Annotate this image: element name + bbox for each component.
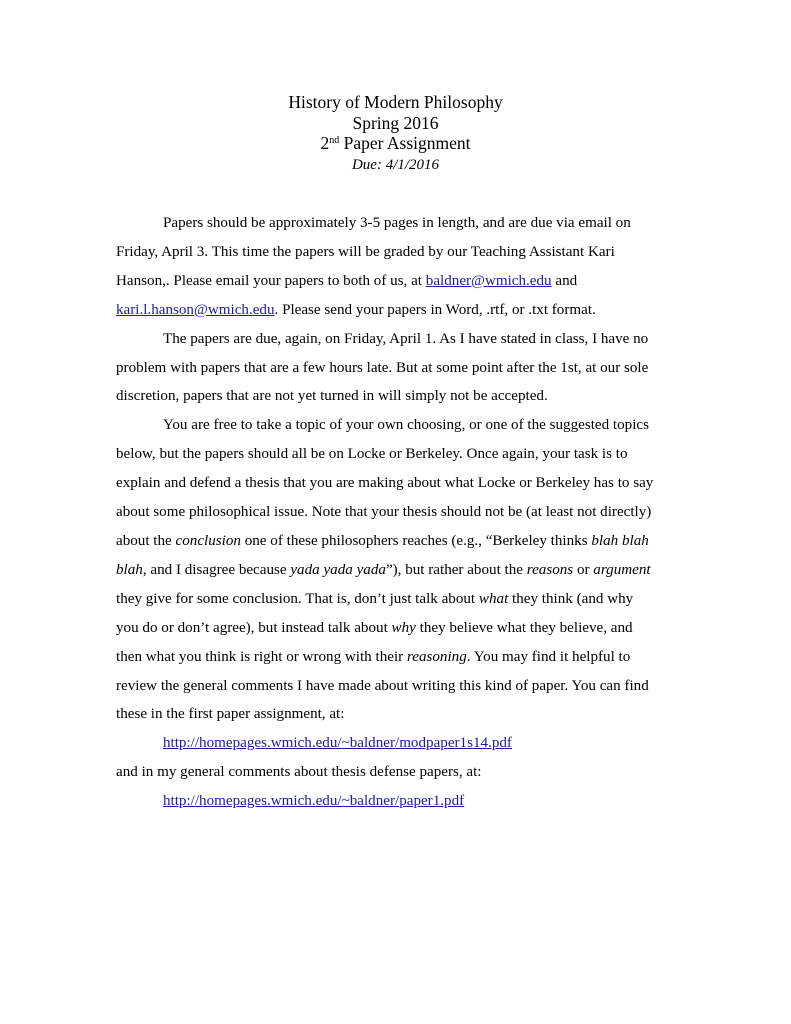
para3-text: ”), but rather about the <box>385 561 527 578</box>
para3-emphasis: blah blah blah <box>116 532 649 578</box>
email-link-baldner[interactable]: baldner@wmich.edu <box>425 272 552 289</box>
paragraph-submission <box>116 209 656 325</box>
para3-emphasis: argument <box>593 561 651 578</box>
para3-text: or <box>573 561 594 578</box>
term-title: Spring 2016 <box>352 112 439 133</box>
para3-emphasis: conclusion <box>175 532 241 549</box>
para3-text: they believe what they believe, and then what you think is right or wrong with their <box>116 619 633 665</box>
paragraph-topic <box>116 411 656 729</box>
email-link-hanson[interactable]: kari.l.hanson@wmich.edu <box>116 301 275 318</box>
para3-text: You are free to take a topic of your own choosing, or one of the suggested topics below, but the papers should all be on Locke or Berkeley. Once again, your task is to explain and defend a thesis that you are making about what Locke or Berkeley has to say about some philosophical issue. Note that your thesis should not be (at least not directly) about the <box>116 417 654 549</box>
document-header <box>0 92 791 176</box>
para3-emphasis: what <box>478 590 509 607</box>
para1-text-b: and <box>551 272 578 289</box>
para3-text: . You may find it helpful to review the general comments I have made about writing this kind of paper. You can find these in the first paper assignment, at: <box>116 648 649 723</box>
para3-emphasis: yada yada yada <box>290 561 386 578</box>
para3-text: they think (and why you do or don’t agree), but instead talk about <box>116 590 634 636</box>
paragraph-due-policy: The papers are due, again, on Friday, April 1. As I have stated in class, I have no problem with papers that are a few hours late. But at some point after the 1st, at our sole discretion, papers that are not yet turned in will simply not be accepted. <box>116 330 649 405</box>
link-line-2 <box>116 787 656 816</box>
para3-emphasis: reasons <box>526 561 574 578</box>
general-comments-line: and in my general comments about thesis defense papers, at: <box>116 764 482 781</box>
modpaper-link[interactable]: http://homepages.wmich.edu/~baldner/modpaper1s14.pdf <box>163 735 512 752</box>
para3-text: they give for some conclusion. That is, don’t just talk about <box>116 590 479 607</box>
para1-text-c: . Please send your papers in Word, .rtf, or .txt format. <box>274 301 596 318</box>
assignment-suffix: nd <box>329 135 340 146</box>
course-title: History of Modern Philosophy <box>288 92 503 112</box>
para3-emphasis: reasoning <box>406 648 467 665</box>
para3-text: one of these philosophers reaches (e.g., “Berkeley thinks <box>240 532 592 549</box>
assignment-rest: Paper Assignment <box>339 133 471 153</box>
assignment-number: 2 <box>320 133 330 153</box>
document-body <box>116 209 656 816</box>
para3-text: , and I disagree because <box>142 561 291 578</box>
due-date: Due: 4/1/2016 <box>351 156 440 173</box>
link-line-1 <box>116 729 656 758</box>
assignment-title <box>0 133 791 154</box>
paper1-link[interactable]: http://homepages.wmich.edu/~baldner/paper1.pdf <box>163 793 465 810</box>
para1-text-a: Papers should be approximately 3-5 pages in length, and are due via email on Friday, April 3. This time the papers will be graded by our Teaching Assistant Kari Hanson,. Please email your papers to both of us, at <box>116 215 631 289</box>
para3-emphasis: why <box>391 619 416 636</box>
